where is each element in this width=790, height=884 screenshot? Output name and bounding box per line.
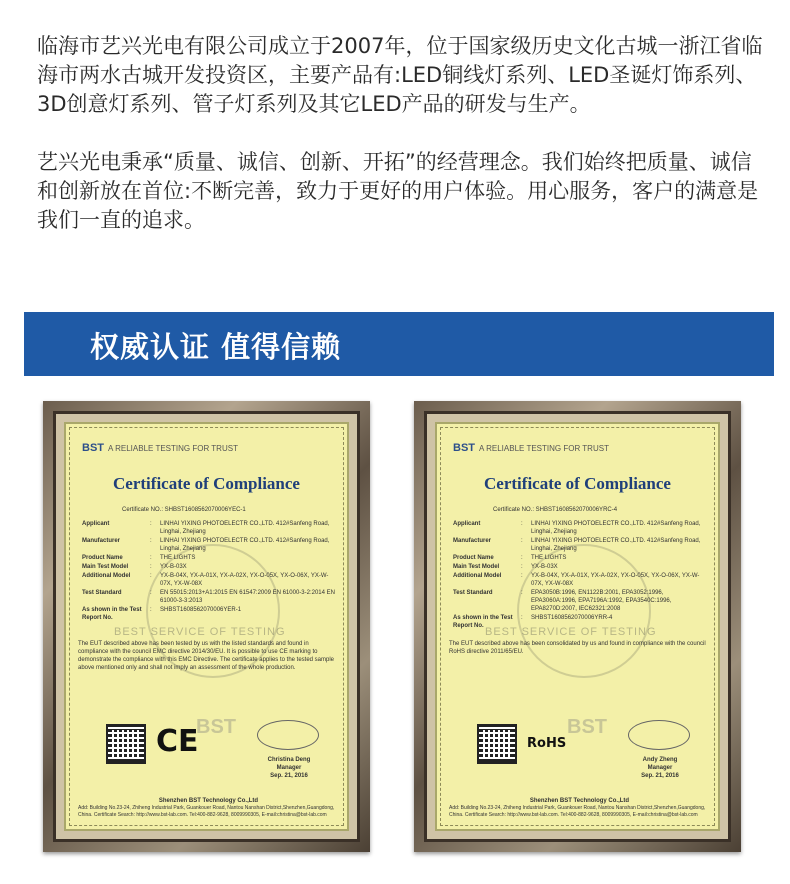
cert-number: Certificate NO.: SHBST1608562070006YEC-1 <box>122 507 246 513</box>
rohs-mark-icon: RoHS <box>527 736 567 751</box>
cert-number: Certificate NO.: SHBST1608562070006YRC-4 <box>493 507 618 513</box>
cert-details: Certificate NO.: SHBST1608562070006YRC-4 Applicant : LINHAI YIXING PHOTOELECTR CO.,LTD. 412#Sanfeng Road, Linghai, Zhejiang Manufacturer : LINHAI YIXING PHOTOELECTR CO.,LTD. 412#Sanfeng Road, Linghai, Zhejiang Product Name : THE LIGHTS Main Test Model : YX-B-03X Additional Model : YX-B-04X, YX-A-01X, YX-A-02X, YX-O-05X, YX-O-06X, YX-W-07X, YX-W-08X Test Standard : EPA3050B:1996, EN1122B:2001, EPA3052:1996, EPA3060A:1996, EPA7196A:1992, EPA3540C:1996, EPA8270D:2007, IEC62321:2008 As shown in the Test Report No. : SHBST1608562070006YRR-4 <box>453 507 701 629</box>
banner-title: 权威认证 值得信赖 <box>90 330 342 364</box>
signature-seal-icon <box>257 720 319 750</box>
qr-code-icon <box>477 724 517 764</box>
cert-brand: BST A RELIABLE TESTING FOR TRUST <box>82 442 238 454</box>
certificate-ce <box>64 422 349 831</box>
cert-stamp-text: BEST SERVICE OF TESTING <box>114 626 286 638</box>
certificate-frame-ce <box>43 401 370 852</box>
cert-footer: Shenzhen BST Technology Co.,Ltd Add: Building No.23-24, Zhiheng Industrial Park, Guankouer Road, Nantou Nanshan District,Shenzhen,Guangdong, China. Certificate Search: http://www.bst-lab.com. Tel:400-882-9628, 8009990305, E-mail:christina@bst-lab.com <box>78 798 335 818</box>
certificate-frame-rohs <box>414 401 741 852</box>
ce-mark-icon: CE <box>156 724 199 759</box>
cert-title: Certificate of Compliance <box>113 474 300 493</box>
cert-statement: The EUT described above has been consolidated by us and found in compliance with the council RoHS directive 2011/65/EU. <box>449 641 706 655</box>
intro-paragraph-2: 艺兴光电秉承“质量、诚信、创新、开拓”的经营理念。我们始终把质量、诚信和创新放在首位:不断完善，致力于更好的用户体验。用心服务，客户的满意是我们一直的追求。 <box>37 150 759 232</box>
bst-watermark: BST <box>196 716 236 738</box>
qr-code-icon <box>106 724 146 764</box>
cert-signer: Christina Deng Manager Sep. 21, 2016 <box>267 757 311 779</box>
cert-statement: The EUT described above has been tested by us with the listed standards and found in compliance with the council EMC directive 2014/30/EU. It is possible to use CE marking to demonstrate the compliance with this EMC Directive. The certificate applies to the tested sample above mentioned only and shall not imply an assessment of the whole production. <box>78 641 335 671</box>
cert-footer: Shenzhen BST Technology Co.,Ltd Add: Building No.23-24, Zhiheng Industrial Park, Guankouer Road, Nantou Nanshan District,Shenzhen,Guangdong, China. Certificate Search: http://www.bst-lab.com. Tel:400-882-9628, 8009990305, E-mail:christina@bst-lab.com <box>449 798 706 818</box>
cert-signer: Andy Zheng Manager Sep. 21, 2016 <box>641 757 679 779</box>
bst-watermark: BST <box>567 716 607 738</box>
section-banner <box>24 312 774 376</box>
signature-seal-icon <box>628 720 690 750</box>
cert-brand: BST A RELIABLE TESTING FOR TRUST <box>453 442 609 454</box>
intro-text <box>37 32 767 235</box>
certificate-rohs <box>435 422 720 831</box>
intro-paragraph-1: 临海市艺兴光电有限公司成立于2007年，位于国家级历史文化古城一浙江省临海市两水古城开发投资区，主要产品有:LED铜线灯系列、LED圣诞灯饰系列、3D创意灯系列、管子灯系列及其它LED产品的研发与生产。 <box>37 34 763 116</box>
cert-stamp-text: BEST SERVICE OF TESTING <box>485 626 657 638</box>
cert-details: Certificate NO.: SHBST1608562070006YEC-1 Applicant : LINHAI YIXING PHOTOELECTR CO.,LTD. 412#Sanfeng Road, Linghai, Zhejiang Manufacturer : LINHAI YIXING PHOTOELECTR CO.,LTD. 412#Sanfeng Road, Linghai, Zhejiang Product Name : THE LIGHTS Main Test Model : YX-B-03X Additional Model : YX-B-04X, YX-A-01X, YX-A-02X, YX-O-05X, YX-O-06X, YX-W-07X, YX-W-08X Test Standard : EN 55015:2013+A1:2015 EN 61547:2009 EN 61000-3-2:2014 EN 61000-3-3:2013 As shown in the Test Report No. : SHBST1608562070006YER-1 <box>82 507 335 621</box>
cert-title: Certificate of Compliance <box>484 474 671 493</box>
